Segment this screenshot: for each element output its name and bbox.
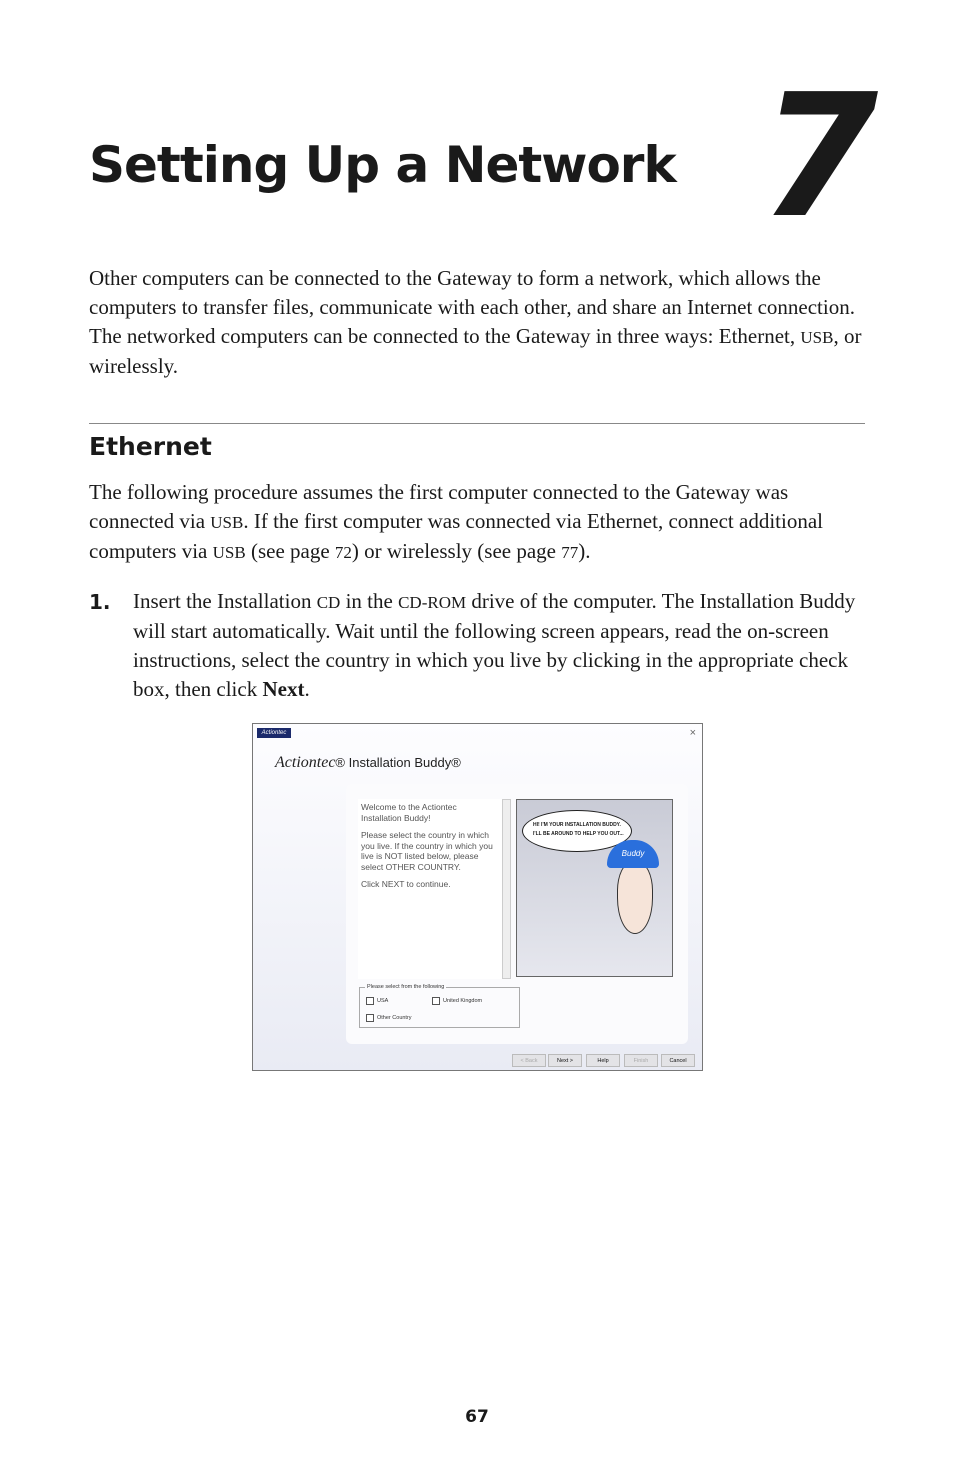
text: Please select the country in which you live. If the country in which you live is NOT listed below, please select OTHER COUNTRY. (361, 830, 493, 872)
step-number: 1. (89, 590, 111, 614)
text: 72 (334, 543, 352, 562)
text: ). (578, 539, 591, 563)
chapter-number: 7 (760, 58, 873, 256)
text: drive of the computer. The Installation Buddy will start automatically. Wait until the following screen appears, read the on-screen instructions, select the country in which you live by clicking in the appropriate check box, then click (133, 589, 856, 701)
installation-buddy-screenshot (252, 723, 703, 1071)
intro-paragraph (89, 264, 869, 381)
back-button: < Back (512, 1054, 546, 1067)
text: 77 (561, 543, 579, 562)
checkbox-icon (366, 997, 374, 1005)
actiontec-logo: Actiontec (257, 728, 291, 738)
text: ® Installation Buddy® (335, 755, 461, 770)
buddy-cap: Buddy (607, 840, 659, 868)
text: Insert the Installation (133, 589, 317, 613)
text: . If the first computer was connected via Ethernet, connect additional computers via (89, 509, 823, 563)
text: USA (377, 998, 389, 1004)
checkbox-icon (366, 1014, 374, 1022)
usa-checkbox (366, 997, 388, 1005)
buddy-illustration (516, 799, 673, 977)
text: Next (262, 677, 305, 701)
next-button: Next > (548, 1054, 582, 1067)
text: , or wirelessly. (89, 324, 862, 378)
other-country-checkbox (366, 1014, 412, 1022)
scrollbar (502, 799, 511, 979)
page-number: 67 (465, 1407, 489, 1427)
text: ) or wirelessly (see page (351, 539, 562, 563)
group-label: Please select from the following (367, 984, 445, 990)
text: United Kingdom (443, 998, 483, 1004)
help-button: Help (586, 1054, 620, 1067)
text: HI! I'M YOUR INSTALLATION BUDDY. (533, 822, 621, 828)
text: (see page (245, 539, 335, 563)
close-icon: × (689, 727, 696, 739)
text: Click NEXT to continue. (361, 879, 451, 889)
text: in the (340, 589, 399, 613)
country-group (359, 984, 520, 1028)
text: I'LL BE AROUND TO HELP YOU OUT... (533, 831, 624, 837)
text: USB (800, 328, 834, 347)
text: . (304, 677, 310, 701)
text: USB (212, 543, 246, 562)
chapter-title: Setting Up a Network (89, 136, 676, 194)
step-text (133, 587, 868, 704)
text: USB (210, 513, 244, 532)
text: CD-ROM (398, 593, 467, 612)
text: The following procedure assumes the first computer connected to the Gateway was connected via (89, 480, 789, 533)
brand: Actiontec (275, 754, 336, 771)
finish-button: Finish (624, 1054, 658, 1067)
instructions-box (358, 799, 502, 979)
uk-checkbox (432, 997, 482, 1005)
text: Other Country (377, 1015, 412, 1021)
text: Other computers can be connected to the Gateway to form a network, which allows the computers to transfer files, communicate with each other, and share an Internet connection. The networked computers can be connected to the Gateway in three ways: Ethernet, (89, 266, 855, 348)
section-paragraph (89, 478, 869, 567)
buddy-face (617, 862, 653, 934)
text: CD (316, 593, 341, 612)
section-heading: Ethernet (89, 432, 212, 461)
cancel-button: Cancel (661, 1054, 695, 1067)
app-title (275, 754, 461, 772)
section-divider (89, 423, 865, 424)
checkbox-icon (432, 997, 440, 1005)
text: Welcome to the Actiontec Installation Buddy! (361, 802, 457, 823)
